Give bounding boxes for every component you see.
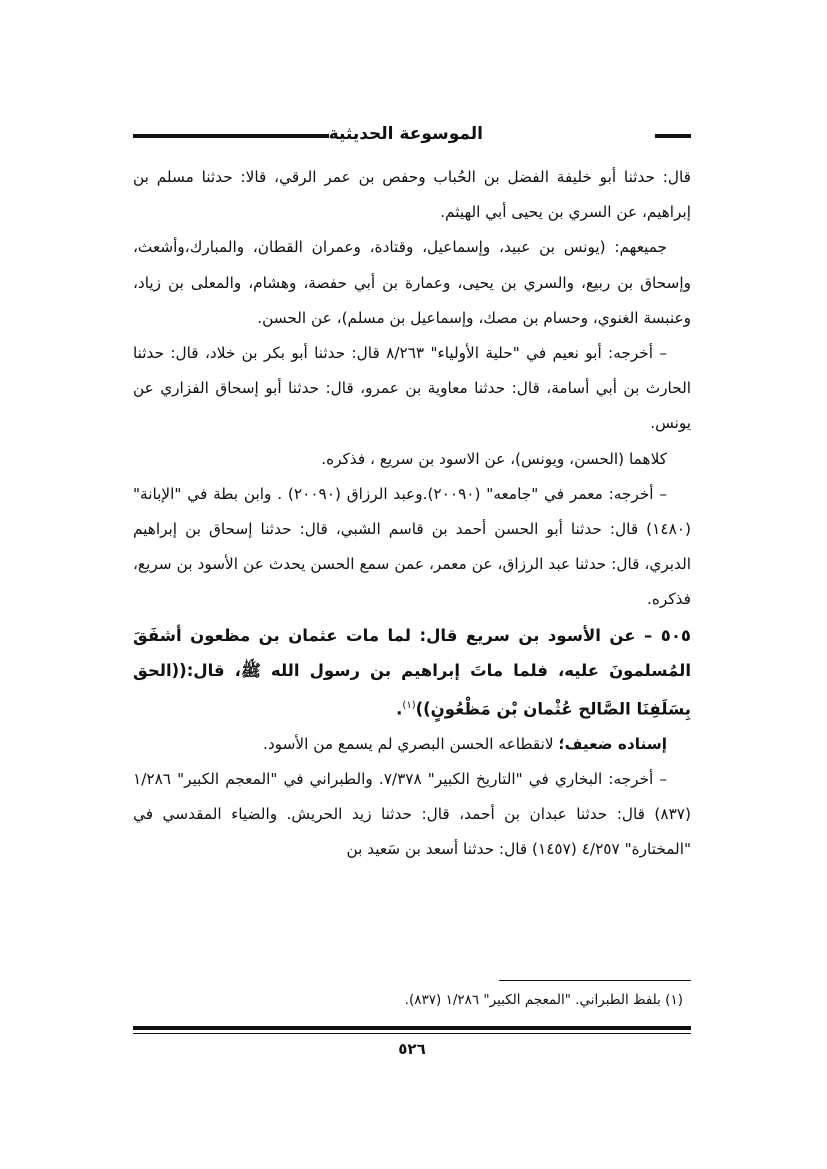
hadith-end: . — [396, 699, 403, 719]
document-page — [133, 122, 691, 1077]
main-text — [133, 160, 691, 868]
paragraph-takhrij-mamar: – أخرجه: معمر في "جامعه" (٢٠٠٩٠).وعبد الرزاق (٢٠٠٩٠) . وابن بطة في "الإبانة" (١٤٨٠) قال: حدثنا أبو الحسن أحمد بن قاسم الشبي، قال: حدثنا إسحاق بن إبراهيم الدبري، قال: حدثنا عبد الرزاق، عن معمر، عمن سمع الحسن يحدث عن الأسود بن سريع، فذكره. — [133, 484, 691, 609]
footer-rule-thin — [133, 1033, 691, 1034]
isnad-grading — [133, 727, 691, 762]
hadith-505 — [133, 618, 691, 727]
running-header — [133, 122, 691, 152]
isnad-reason: لانقطاعه الحسن البصري لم يسمع من الأسود. — [263, 734, 559, 753]
header-rule-left — [133, 134, 329, 138]
paragraph-both: كلاهما (الحسن، ويونس)، عن الاسود بن سريع ، فذكره. — [321, 449, 667, 468]
page-number: ٥٢٦ — [398, 1040, 426, 1058]
footnote: (١) بلفظ الطبراني. "المعجم الكبير" ١/٢٨٦ (٨٣٧). — [404, 992, 683, 1008]
footer-rule-thick — [133, 1026, 691, 1030]
header-rule-right — [655, 134, 691, 138]
paragraph-takhrij-bukhari: – أخرجه: البخاري في "التاريخ الكبير" ٧/٣٧٨. والطبراني في "المعجم الكبير" ١/٢٨٦ (٨٣٧) قال: حدثنا عبدان بن أحمد، قال: حدثنا زيد الحريش. والضياء المقدسي في "المختارة" ٤/٢٥٧ (١٤٥٧) قال: حدثنا أسعد بن سَعيد بن — [133, 769, 691, 859]
hadith-text: ٥٠٥ – عن الأسود بن سريع قال: لما مات عثمان بن مظعون أشفَقَ المُسلمونَ عليه، فلما ماتَ إبراهيم بن رسول الله ﷺ، قال:((الحق بِسَلَفِنَا الصَّالح عُثْمان بْن مَظْعُونٍ)) — [133, 625, 691, 719]
footnote-separator — [499, 980, 691, 981]
isnad-label: إسناده ضعيف؛ — [558, 734, 667, 753]
paragraph-narrators: جميعهم: (يونس بن عبيد، وإسماعيل، وقتادة، وعمران القطان، والمبارك،وأشعث، وإسحاق بن ربيع، والسري بن يحيى، وعمارة بن أبي حفصة، وهشام، والمعلى بن زياد، وعنبسة الغنوي، وحسام بن مصك، وإسماعيل بن مسلم)، عن الحسن. — [133, 238, 691, 327]
paragraph-takhrij-abu-nuaym: – أخرجه: أبو نعيم في "حلية الأولياء" ٨/٢٦٣ قال: حدثنا أبو بكر بن خلاد، قال: حدثنا الحارث بن أبي أسامة، قال: حدثنا معاوية بن عمرو، قال: حدثنا أبو إسحاق الفزاري عن يونس. — [133, 344, 691, 433]
paragraph-isnad-continuation: قال: حدثنا أبو خليفة الفضل بن الحُباب وحفص بن عمر الرقي، قالا: حدثنا مسلم بن إبراهيم، عن السري بن يحيى أبي الهيثم. — [133, 168, 691, 222]
header-title: الموسوعة الحديثية — [328, 124, 483, 144]
footnote-reference: (١) — [402, 700, 416, 712]
